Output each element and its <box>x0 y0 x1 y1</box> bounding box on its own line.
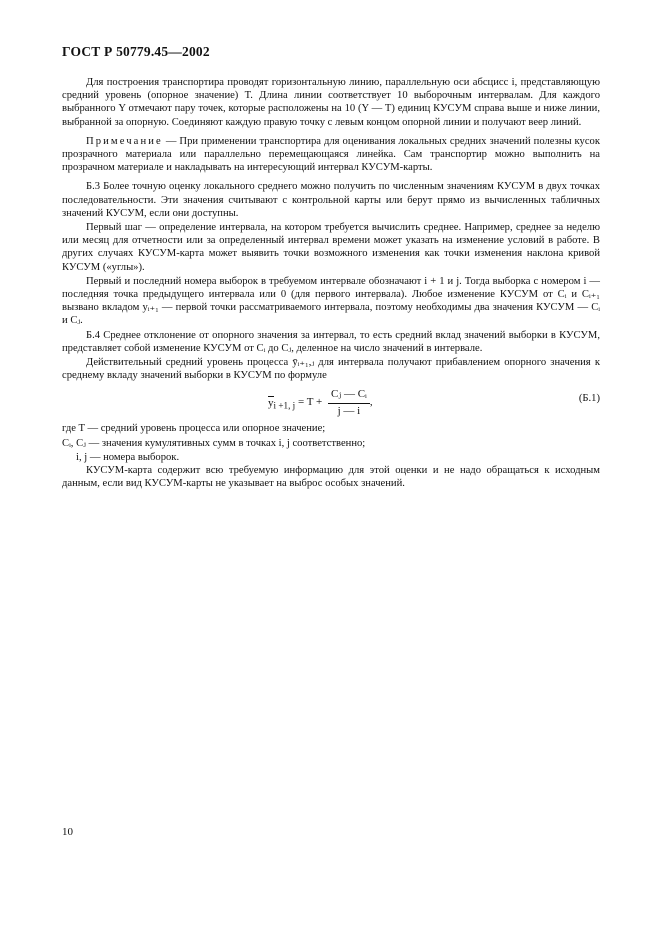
formula-y-bar: y <box>268 396 274 409</box>
note-paragraph <box>62 135 600 175</box>
paragraph-protractor: Для построения транспортира проводят горизонтальную линию, параллельную оси абсцисс i, представляющую средний уровень (опорное значение) T. Длина линии соответствует 10 выборочным интервалам. Для каждого выбранного Y отмечают пару точек, которые расположены на 10 (Y — T) единиц КУСУМ справа выше и ниже линии, выбранной за опорную. Соединяют каждую правую точку с левым концом опорной линии и получают веер линий. <box>62 77 600 128</box>
definition-t: где T — средний уровень процесса или опорное значение; <box>62 423 326 435</box>
page-body <box>62 76 600 490</box>
formula-b1 <box>62 388 600 422</box>
formula-equals: = <box>297 396 305 409</box>
note-label: Примечание <box>86 135 163 147</box>
paragraph-closing: КУСУМ-карта содержит всю требуемую информацию для этой оценки и не надо обращаться к исходным данным, если вид КУСУМ-карты не указывает на выброс особых значений. <box>62 465 600 490</box>
formula-t-term: T + <box>306 396 323 409</box>
note-text: — При применении транспортира для оценивания локальных средних значений полезны кусок прозрачного материала или параллельно перемещающаяся линейка. Сам транспортир можно выполнить на прозрачном материале и накладывать на интересующий интервал КУСУМ-карты. <box>62 135 600 174</box>
definition-c: Cᵢ, Cⱼ — значения кумулятивных сумм в точках i, j соответственно; <box>62 437 366 449</box>
formula-fraction <box>328 388 370 417</box>
paragraph-actual-level: Действительный средний уровень процесса ȳᵢ₊₁,ⱼ для интервала получают прибавлением опорного значения к среднему вкладу значений выборки в КУСУМ по формуле <box>62 357 600 382</box>
document-header: ГОСТ Р 50779.45—2002 <box>62 44 210 59</box>
definition-ij: i, j — номера выборок. <box>76 451 180 463</box>
formula-numerator: Cⱼ — Cᵢ <box>328 388 370 403</box>
page-number: 10 <box>62 826 73 838</box>
paragraph-sample-numbers: Первый и последний номера выборок в требуемом интервале обозначают i + 1 и j. Тогда выборка с номером i — последняя точка предыдущего интервала или 0 (для первого интервала). Любое изменение КУСУМ от Cᵢ и Cᵢ₊₁ вызвано вкладом yᵢ₊₁ — первой точки рассматриваемого интервала, поэтому необходимы два значения КУСУМ — Cᵢ и Cⱼ. <box>62 275 600 327</box>
section-b4: Б.4 Среднее отклонение от опорного значения за интервал, то есть средний вклад значений выборки в КУСУМ, представляет собой изменение КУСУМ от Cᵢ до Cⱼ, деленное на число значений в интервале. <box>62 329 600 354</box>
formula-y-subscript: i +1, j <box>273 400 296 411</box>
formula-number: (Б.1) <box>578 393 600 405</box>
formula-denominator: j — i <box>337 404 361 417</box>
section-b3: Б.3 Более точную оценку локального среднего можно получить по численным значениям КУСУМ в двух точках последовательности. Эти значения считывают с контрольной карты или берут прямо из вычисленных табличных значений КУСУМ, если они доступны. <box>62 181 600 219</box>
formula-tail: , <box>369 396 373 409</box>
paragraph-first-step: Первый шаг — определение интервала, на котором требуется вычислить среднее. Например, среднее за неделю или месяц для отчетности или за определенный интервал времени может указать на изменение условий в работе. В других случаях КУСУМ-карта может выявить точки возможного изменения как точки изменения наклона кривой КУСУМ («углы»). <box>62 222 600 273</box>
definitions-list <box>62 422 600 464</box>
formula-expression <box>268 388 373 417</box>
